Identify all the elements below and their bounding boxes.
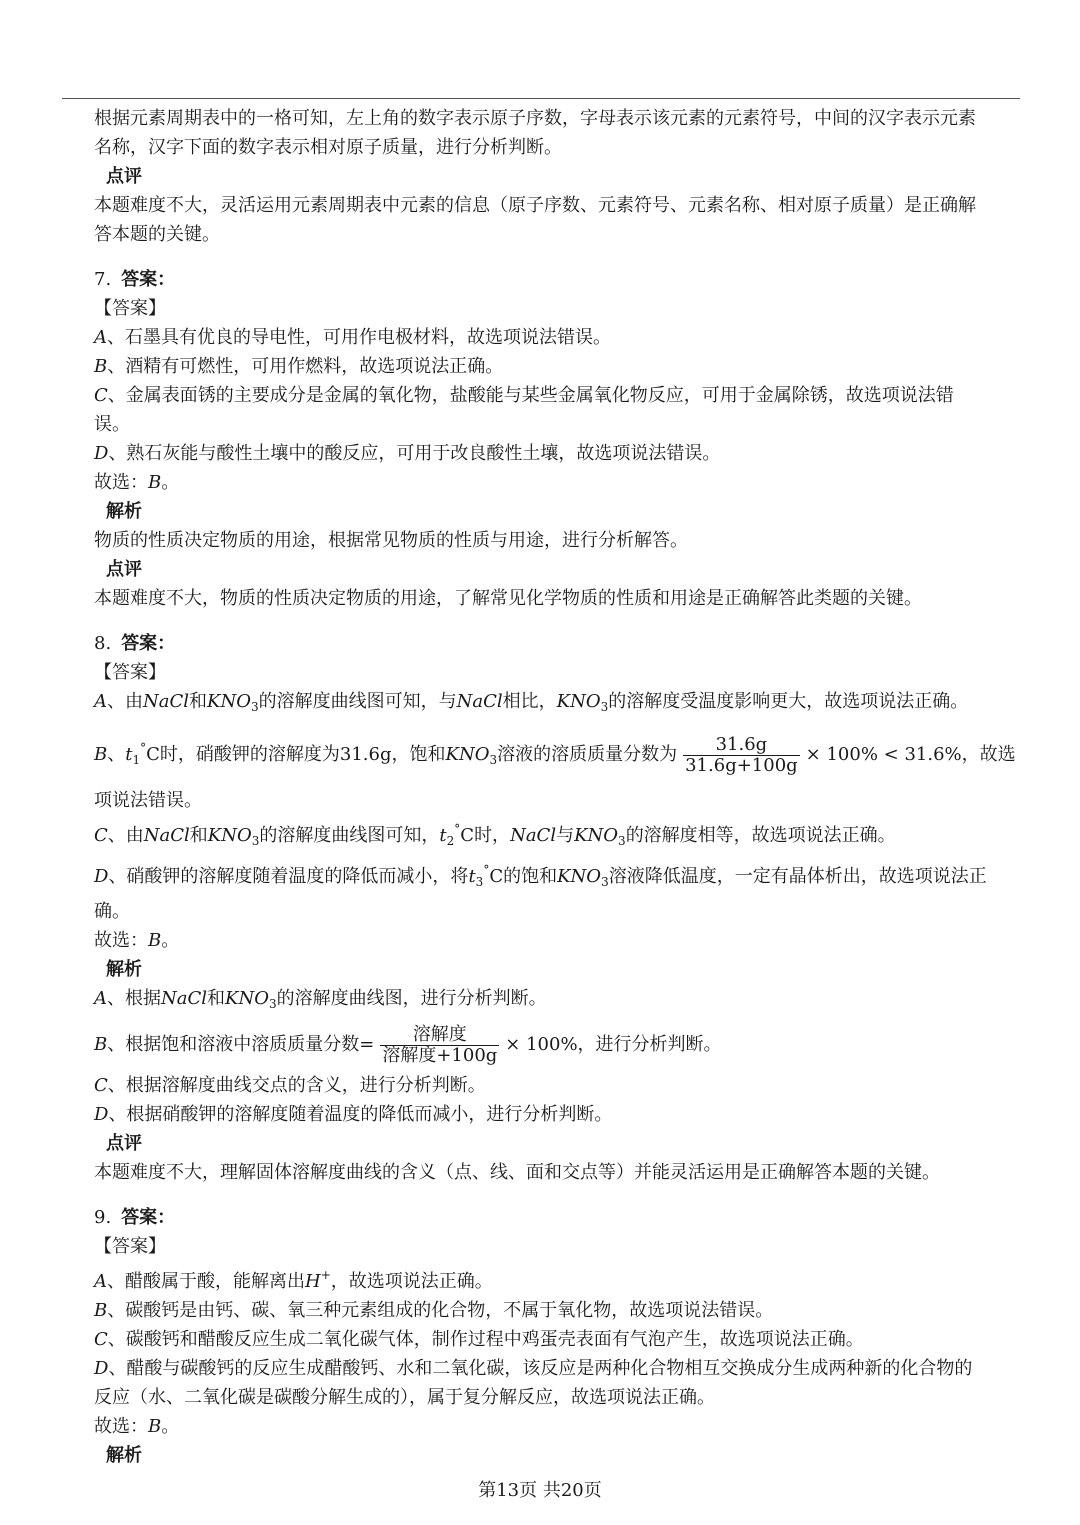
option-b: B、$t_1^\circ C$时，硝酸钾的溶解度为31.6g，饱和$KNO_3$溶液的溶质质量分数为 $\frac{31.6g}{31.6g+100g}$ × 100% < 31.6%，故选 — [94, 733, 1016, 776]
option-d: D、硝酸钾的溶解度随着温度的降低而减小，将$t_3^\circ C$的饱和$KNO_3$溶液降低温度，一定有晶体析出，故选项说法正 — [94, 863, 987, 889]
intro-line: 根据元素周期表中的一格可知，左上角的数字表示原子序数，字母表示该元素的元素符号，中间的汉字表示元素 — [94, 108, 976, 129]
option-c: C、由NaCl和$KNO_3$的溶解度曲线图可知，$t_2^\circ C$时，NaCl与$KNO_3$的溶解度相等，故选项说法正确。 — [94, 822, 896, 848]
option-c: C、金属表面锈的主要成分是金属的氧化物，盐酸能与某些金属氧化物反应，可用于金属除锈，故选项说法错 — [94, 385, 954, 406]
review-line: 本题难度不大，物质的性质决定物质的用途，了解常见化学物质的性质和用途是正确解答此类题的关键。 — [94, 588, 922, 609]
answer-tag: 【答案】 — [94, 1236, 166, 1257]
review-line: 本题难度不大，理解固体溶解度曲线的含义（点、线、面和交点等）并能灵活运用是正确解答本题的关键。 — [94, 1162, 940, 1183]
analysis-c: C、根据溶解度曲线交点的含义，进行分析判断。 — [94, 1075, 486, 1096]
document-body — [94, 104, 1044, 1470]
analysis-heading: 解析 — [106, 1445, 142, 1466]
analysis-d: D、根据硝酸钾的溶解度随着温度的降低而减小，进行分析判断。 — [94, 1104, 613, 1125]
option-b: B、碳酸钙是由钙、碳、氧三种元素组成的化合物，不属于氧化物，故选项说法错误。 — [94, 1300, 774, 1321]
option-c: C、碳酸钙和醋酸反应生成二氧化碳气体，制作过程中鸡蛋壳表面有气泡产生，故选项说法正确。 — [94, 1329, 864, 1350]
question-7-heading: 7. 答案： — [94, 269, 176, 290]
review-line: 本题难度不大，灵活运用元素周期表中元素的信息（原子序数、元素符号、元素名称、相对原子质量）是正确解 — [94, 195, 976, 216]
option-d: D、熟石灰能与酸性土壤中的酸反应，可用于改良酸性土壤，故选项说法错误。 — [94, 443, 721, 464]
option-a: A、石墨具有优良的导电性，可用作电极材料，故选项说法错误。 — [94, 327, 611, 348]
analysis-b: B、根据饱和溶液中溶质质量分数= $\frac{\text{溶解度}}{\text{溶解度+100g}}$ × 100%，进行分析判断。 — [94, 1023, 722, 1066]
option-a: A、醋酸属于酸，能解离出H+，故选项说法正确。 — [94, 1268, 493, 1292]
page-footer: 第13页 共20页 — [478, 1480, 602, 1501]
analysis-line: 物质的性质决定物质的用途，根据常见物质的性质与用途，进行分析解答。 — [94, 530, 688, 551]
analysis-a: A、根据NaCl和$KNO_3$的溶解度曲线图，进行分析判断。 — [94, 988, 547, 1011]
answer-tag: 【答案】 — [94, 298, 166, 319]
option-c-cont: 误。 — [94, 414, 130, 435]
review-heading: 点评 — [106, 1133, 142, 1154]
analysis-heading: 解析 — [106, 959, 142, 980]
option-d: D、醋酸与碳酸钙的反应生成醋酸钙、水和二氧化碳，该反应是两种化合物相互交换成分生成两种新的化合物的 — [94, 1358, 973, 1379]
intro-line: 名称，汉字下面的数字表示相对原子质量，进行分析判断。 — [94, 137, 562, 158]
question-9-heading: 9. 答案： — [94, 1207, 176, 1228]
answer-tag: 【答案】 — [94, 662, 166, 683]
choice-line: 故选：B。 — [94, 472, 180, 493]
choice-line: 故选：B。 — [94, 930, 180, 951]
review-heading: 点评 — [106, 559, 142, 580]
fraction: $\frac{\text{溶解度}}{\text{溶解度+100g}}$ — [382, 1023, 498, 1066]
option-b-cont: 项说法错误。 — [94, 790, 202, 811]
header-rule — [62, 98, 1020, 99]
question-8-heading: 8. 答案： — [94, 633, 176, 654]
option-b: B、酒精有可燃性，可用作燃料，故选项说法正确。 — [94, 356, 504, 377]
analysis-heading: 解析 — [106, 501, 142, 522]
option-a: A、由NaCl和$KNO_3$的溶解度曲线图可知，与NaCl相比，$KNO_3$的溶解度受温度影响更大，故选项说法正确。 — [94, 691, 969, 714]
option-d-cont: 反应（水、二氧化碳是碳酸分解生成的），属于复分解反应，故选项说法正确。 — [94, 1387, 715, 1408]
review-heading: 点评 — [106, 166, 142, 187]
choice-line: 故选：B。 — [94, 1416, 180, 1437]
fraction: $\frac{31.6g}{31.6g+100g}$ — [685, 733, 798, 776]
review-line: 答本题的关键。 — [94, 224, 220, 245]
option-d-cont: 确。 — [94, 901, 130, 922]
